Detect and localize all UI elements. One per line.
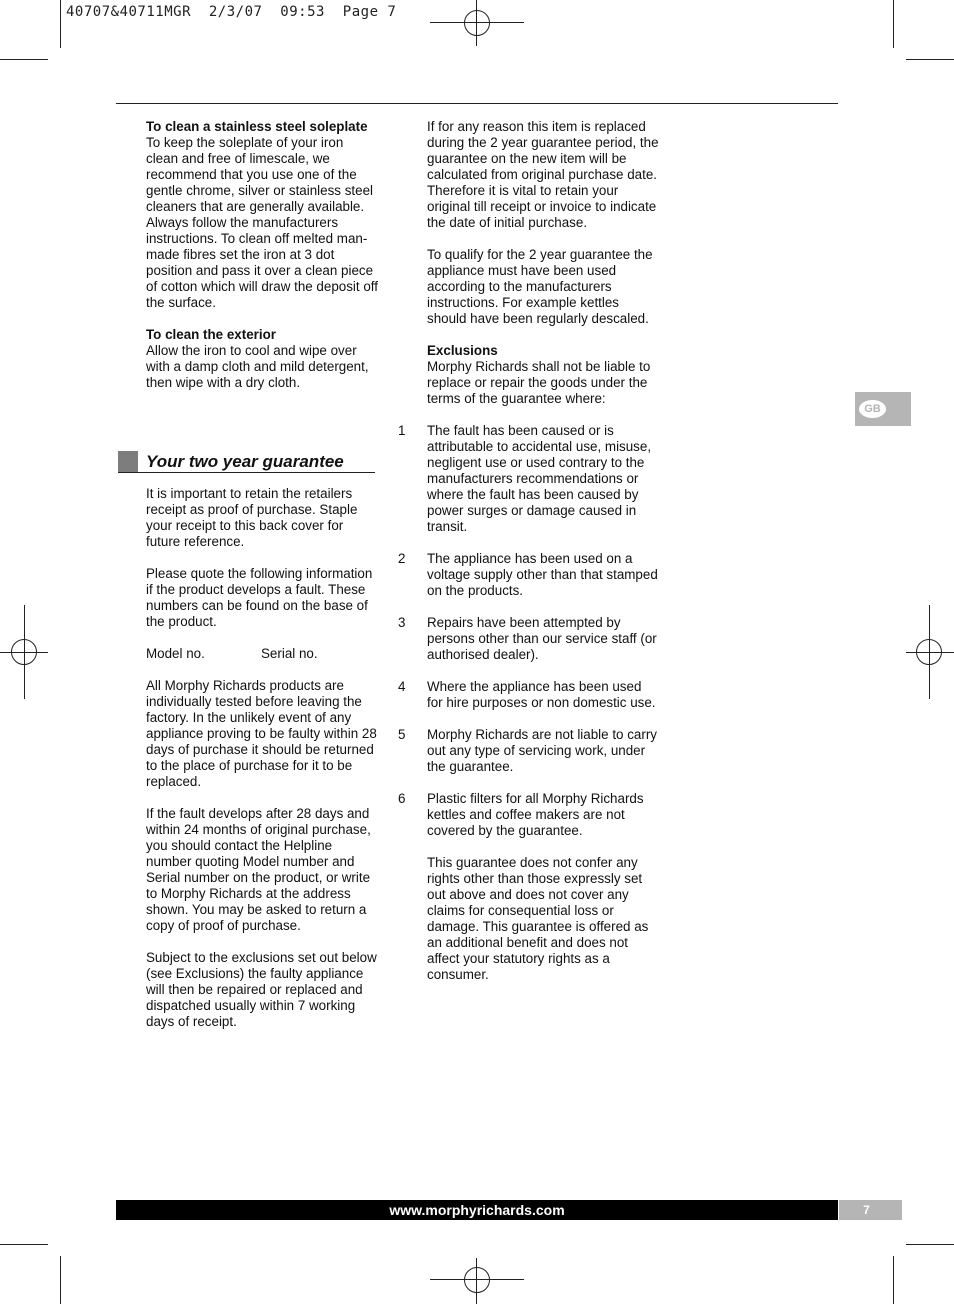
- guarantee-text: [146, 486, 378, 1046]
- print-slug: 40707&40711MGR 2/3/07 09:53 Page 7: [66, 4, 397, 20]
- heading-marker: [118, 451, 138, 472]
- exclusion-item: [398, 727, 659, 775]
- page-number: 7: [863, 1203, 870, 1217]
- closing-paragraph: This guarantee does not confer any rights other than those expressly set out above and does not cover any claims for consequential loss or damage. This guarantee is offered as an additional benefit and does not affect your statutory rights as a consumer.: [427, 855, 649, 982]
- top-rule: [116, 103, 838, 104]
- guarantee-paragraph: Subject to the exclusions set out below (see Exclusions) the faulty appliance will then be repaired or replaced and dispatched usually within 7 working days of receipt.: [146, 950, 377, 1029]
- guarantee-paragraph: Please quote the following information if the product develops a fault. These numbers can be found on the base of the product.: [146, 566, 373, 629]
- exterior-body: Allow the iron to cool and wipe over with a damp cloth and mild detergent, then wipe with a dry cloth.: [146, 343, 369, 390]
- footer-bar: [116, 1200, 838, 1220]
- exclusions-intro: Morphy Richards shall not be liable to replace or repair the goods under the terms of the guarantee where:: [427, 359, 651, 406]
- stainless-body: To keep the soleplate of your iron clean and free of limescale, we recommend that you use one of the gentle chrome, silver or stainless steel cleaners that are generally available. Always follow the manufacturers instructions. To clean off melted man-made fibres set the iron at 3 dot position and pass it over a clean piece of cotton which will draw the deposit off the surface.: [146, 135, 378, 310]
- exclusion-item: [398, 615, 659, 663]
- exclusion-number: 5: [398, 727, 406, 742]
- exclusion-number: 3: [398, 615, 406, 630]
- replacement-paragraph: If for any reason this item is replaced during the 2 year guarantee period, the guarantee on the new item will be calculated from original purchase date. Therefore it is vital to retain your original till receipt or invoice to indicate the date of initial purchase.: [427, 119, 659, 230]
- guarantee-title: Your two year guarantee: [146, 452, 344, 471]
- exclusion-text: The fault has been caused or is attributable to accidental use, misuse, negligent use or used contrary to the manufacturers recommendations or where the fault has been caused by power surges or damage caused in transit.: [427, 423, 652, 534]
- guarantee-paragraph: It is important to retain the retailers receipt as proof of purchase. Staple your receipt to this back cover for future reference.: [146, 486, 358, 549]
- exclusion-text: Plastic filters for all Morphy Richards kettles and coffee makers are not covered by the guarantee.: [427, 791, 644, 838]
- gb-badge: GB: [859, 400, 886, 418]
- exclusion-item: [398, 791, 659, 839]
- exclusion-number: 1: [398, 423, 406, 438]
- left-column: [146, 119, 378, 407]
- stainless-heading: To clean a stainless steel soleplate: [146, 119, 368, 134]
- guarantee-paragraph: All Morphy Richards products are individually tested before leaving the factory. In the unlikely event of any appliance proving to be faulty within 28 days of purchase it should be returned to the place of purchase for it to be replaced.: [146, 678, 377, 789]
- exclusion-number: 4: [398, 679, 406, 694]
- exclusion-text: Where the appliance has been used for hire purposes or non domestic use.: [427, 679, 656, 710]
- website-url: www.morphyrichards.com: [389, 1202, 565, 1218]
- serial-label: Serial no.: [261, 646, 318, 661]
- model-label: Model no.: [146, 646, 205, 661]
- exclusion-number: 6: [398, 791, 406, 806]
- heading-rule: [118, 472, 375, 473]
- exclusion-item: [398, 551, 659, 599]
- qualify-paragraph: To qualify for the 2 year guarantee the appliance must have been used according to the manufacturers instructions. For example kettles should have been regularly descaled.: [427, 247, 653, 326]
- exclusion-item: [398, 423, 659, 535]
- right-column: [398, 119, 659, 999]
- language-tab: [855, 392, 911, 426]
- exclusion-text: Morphy Richards are not liable to carry out any type of servicing work, under the guarantee.: [427, 727, 657, 774]
- exclusion-item: [398, 679, 659, 711]
- exclusion-number: 2: [398, 551, 406, 566]
- model-serial-line: [146, 646, 378, 662]
- exterior-heading: To clean the exterior: [146, 327, 276, 342]
- exclusion-text: Repairs have been attempted by persons other than our service staff (or authorised dealer).: [427, 615, 657, 662]
- exclusions-heading: Exclusions: [427, 343, 498, 358]
- guarantee-paragraph: If the fault develops after 28 days and within 24 months of original purchase, you should contact the Helpline number quoting Model number and Serial number on the product, or write to Morphy Richards at the address shown. You may be asked to return a copy of proof of purchase.: [146, 806, 371, 933]
- guarantee-section-heading: [118, 451, 375, 473]
- page-number-tab: [839, 1200, 902, 1220]
- exclusion-text: The appliance has been used on a voltage supply other than that stamped on the products.: [427, 551, 658, 598]
